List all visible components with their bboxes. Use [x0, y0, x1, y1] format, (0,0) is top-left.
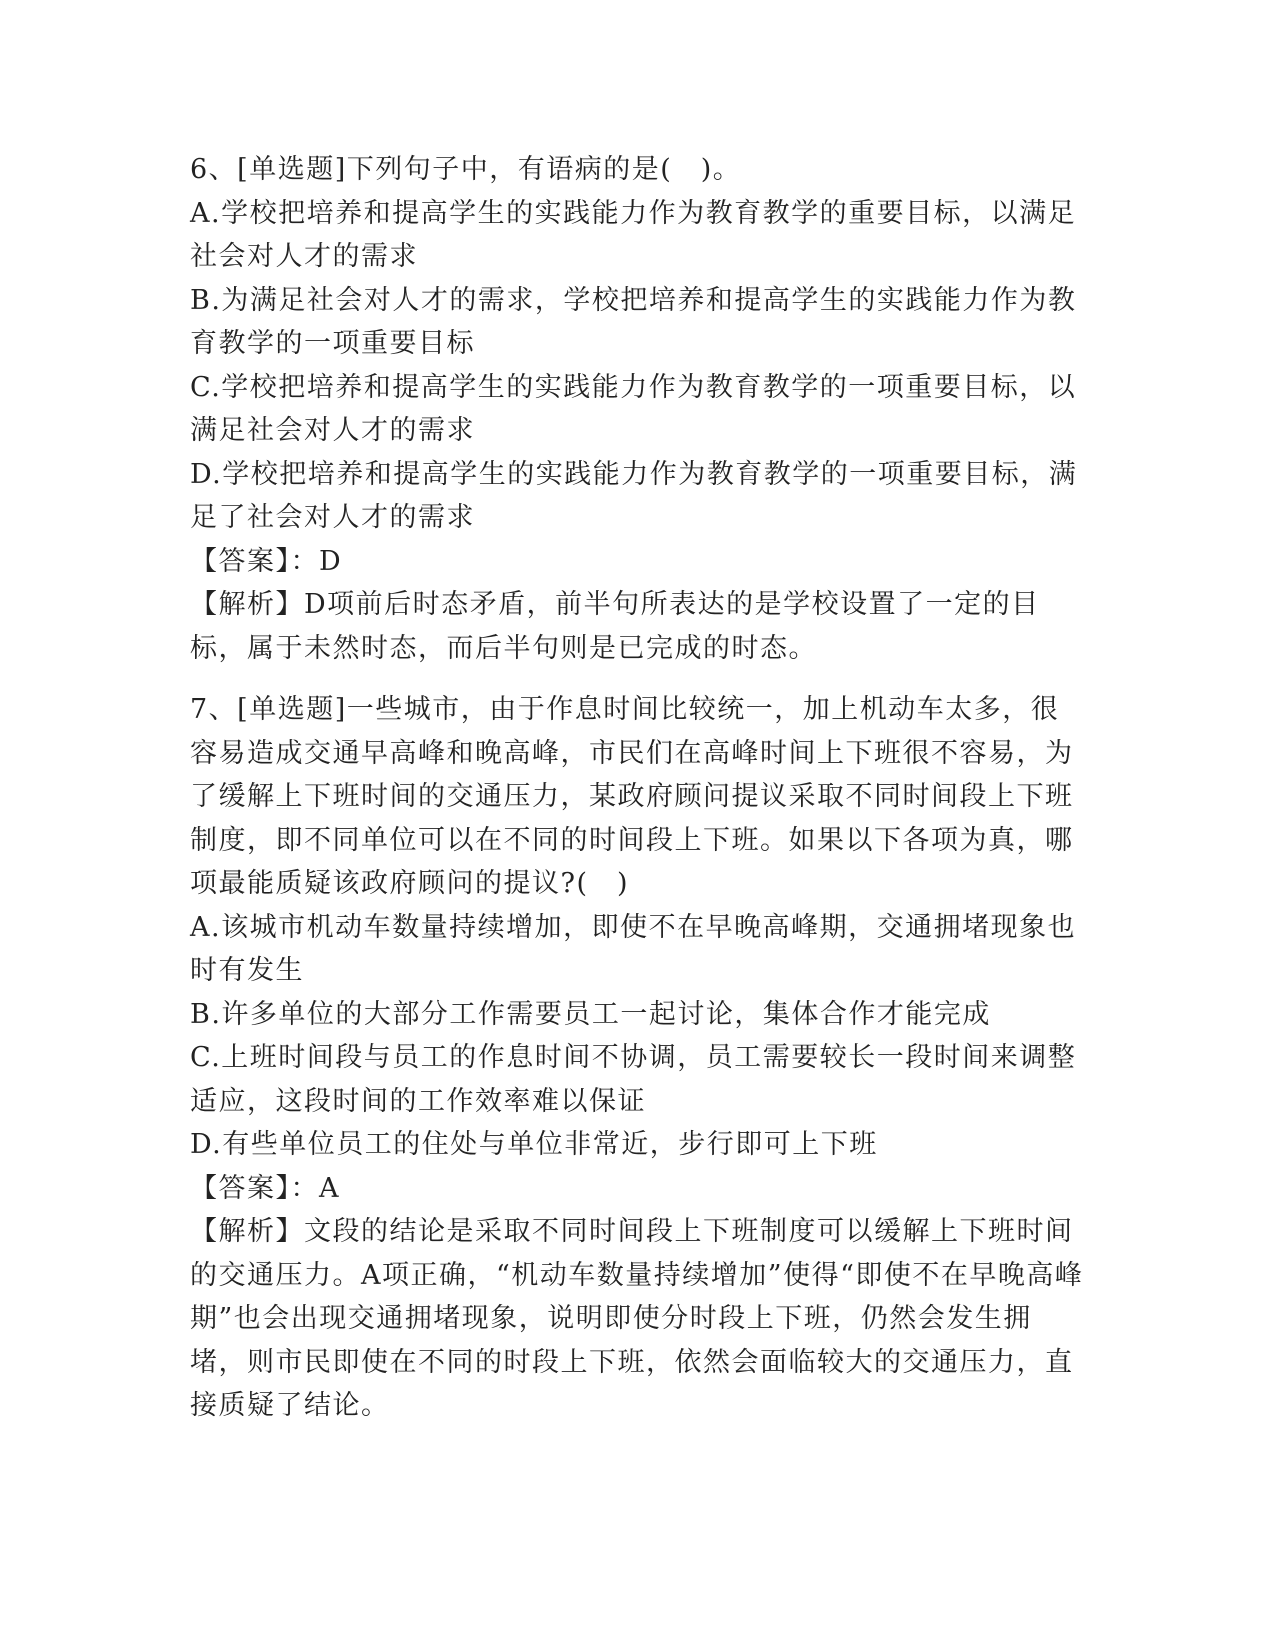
- question-list: [190, 148, 1085, 1428]
- analysis: 【解析】文段的结论是采取不同时间段上下班制度可以缓解上下班时间的交通压力。A项正确，“机动车数量持续增加”使得“即使不在早晚高峰期”也会出现交通拥堵现象，说明即使分时段上下班，仍然会发生拥堵，则市民即使在不同的时段上下班，依然会面临较大的交通压力，直接质疑了结论。: [190, 1216, 1084, 1421]
- option-a: A.学校把培养和提高学生的实践能力作为教育教学的重要目标，以满足社会对人才的需求: [190, 197, 1077, 272]
- answer: 【答案】：A: [190, 1172, 340, 1204]
- option-c: C.学校把培养和提高学生的实践能力作为教育教学的一项重要目标，以满足社会对人才的需求: [190, 371, 1077, 446]
- analysis: 【解析】D项前后时态矛盾，前半句所表达的是学校设置了一定的目标，属于未然时态，而后半句则是已完成的时态。: [190, 589, 1040, 664]
- question-6: [190, 148, 1085, 670]
- option-d: D.有些单位员工的住处与单位非常近，步行即可上下班: [190, 1129, 878, 1160]
- option-d: D.学校把培养和提高学生的实践能力作为教育教学的一项重要目标，满足了社会对人才的需求: [190, 458, 1078, 533]
- question-stem: 6、[单选题]下列句子中，有语病的是( )。: [190, 154, 742, 185]
- option-b: B.为满足社会对人才的需求，学校把培养和提高学生的实践能力作为教育教学的一项重要目标: [190, 284, 1077, 359]
- option-b: B.许多单位的大部分工作需要员工一起讨论，集体合作才能完成: [190, 998, 991, 1030]
- option-a: A.该城市机动车数量持续增加，即使不在早晚高峰期，交通拥堵现象也时有发生: [190, 911, 1077, 986]
- question-7: [190, 688, 1085, 1428]
- answer: 【答案】：D: [190, 545, 343, 577]
- option-c: C.上班时间段与员工的作息时间不协调，员工需要较长一段时间来调整适应，这段时间的工作效率难以保证: [190, 1042, 1077, 1117]
- question-stem: 7、[单选题]一些城市，由于作息时间比较统一，加上机动车太多，很容易造成交通早高峰和晚高峰，市民们在高峰时间上下班很不容易，为了缓解上下班时间的交通压力，某政府顾问提议采取不同时间段上下班制度，即不同单位可以在不同的时间段上下班。如果以下各项为真，哪项最能质疑该政府顾问的提议?( ): [190, 694, 1074, 899]
